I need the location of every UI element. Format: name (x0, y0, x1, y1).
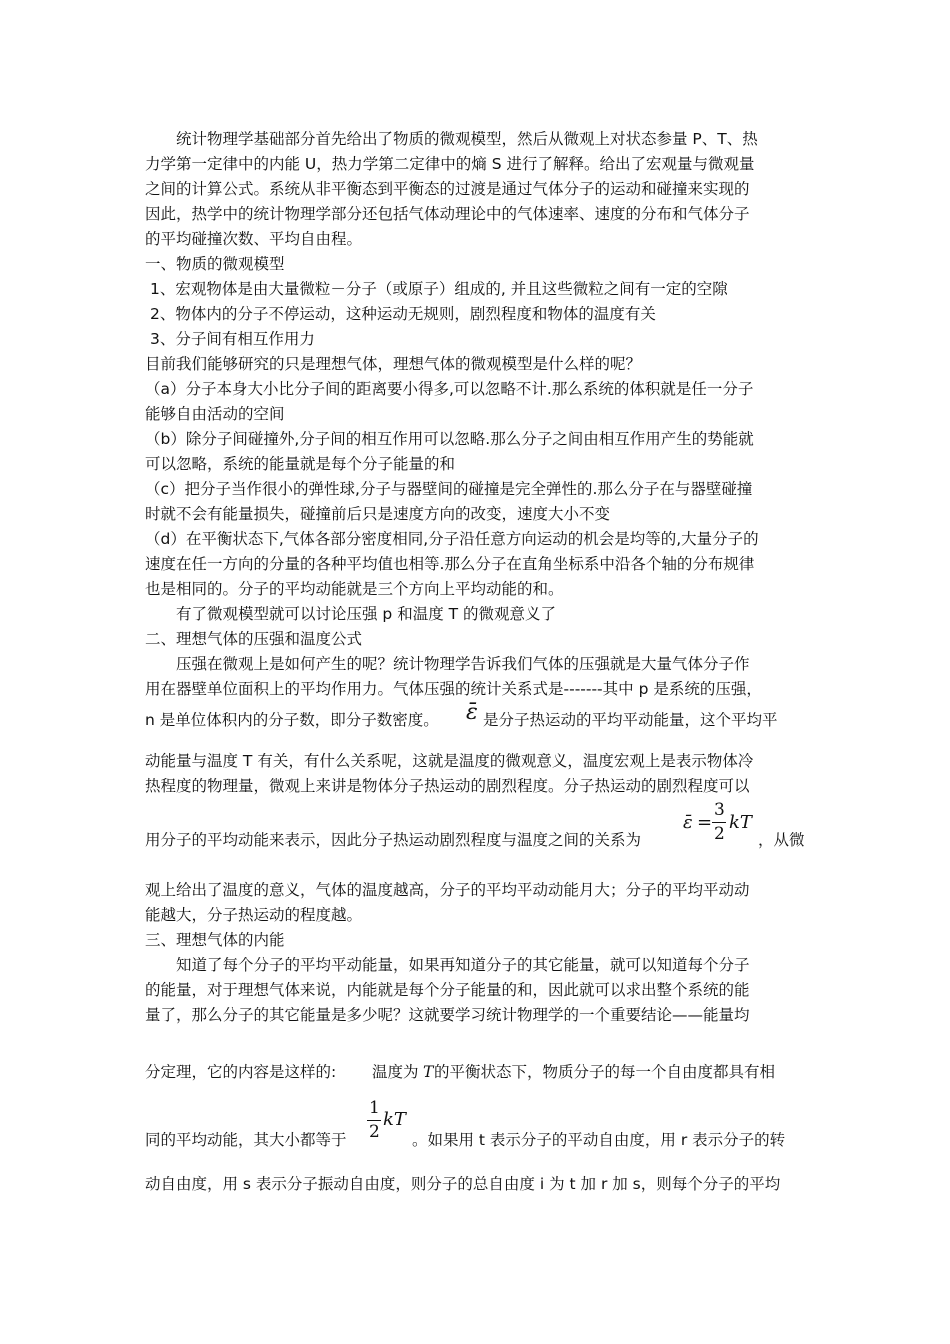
formula-half-kT (366, 1098, 406, 1146)
pressure-line-6b: ，从微 (758, 831, 805, 849)
pressure-line-5: 热程度的物理量，微观上来讲是物体分子热运动的剧烈程度。分子热运动的剧烈程度可以 (145, 777, 750, 795)
energy-line-3: 量了，那么分子的其它能量是多少呢？这就要学习统计物理学的一个重要结论——能量均 (145, 1006, 750, 1024)
epsilon-symbol: ε̄ (466, 700, 478, 725)
energy-line-6: 动自由度，用 s 表示分子振动自由度，则分子的总自由度 i 为 t 加 r 加 s，则每个分子的平均 (145, 1175, 781, 1193)
item-b-line-1: （b）除分子间碰撞外,分子间的相互作用可以忽略.那么分子之间由相互作用产生的势能就 (145, 430, 754, 448)
pressure-line-4: 动能量与温度 T 有关，有什么关系呢，这就是温度的微观意义，温度宏观上是表示物体冷 (145, 752, 754, 770)
pressure-line-6a: 用分子的平均动能来表示，因此分子热运动剧烈程度与温度之间的关系为 (145, 831, 642, 849)
list-item-3: 3、分子间有相互作用力 (150, 330, 315, 348)
item-a-line-2: 能够自由活动的空间 (145, 405, 285, 423)
energy-line-5a: 同的平均动能，其大小都等于 (145, 1131, 347, 1149)
formula1-kT: kT (729, 812, 752, 833)
formula1-lhs: ε̄ (683, 812, 693, 833)
item-c-line-2: 时就不会有能量损失，碰撞前后只是速度方向的改变，速度大小不变 (145, 505, 611, 523)
pressure-line-1: 压强在微观上是如何产生的呢？统计物理学告诉我们气体的压强就是大量气体分子作 (176, 655, 750, 673)
heading-section-1: 一、物质的微观模型 (145, 255, 285, 273)
energy-line-4a: 分定理，它的内容是这样的: (145, 1063, 337, 1081)
formula2-numerator: 1 (369, 1098, 380, 1118)
para-intro-line-5: 的平均碰撞次数、平均自由程。 (145, 230, 363, 248)
item-b-line-2: 可以忽略，系统的能量就是每个分子能量的和 (145, 455, 456, 473)
para-intro-line-1: 统计物理学基础部分首先给出了物质的微观模型，然后从微观上对状态参量 P、T、热 (176, 130, 758, 148)
formula2-kT: kT (383, 1109, 406, 1130)
pressure-line-3b: 是分子热运动的平均平动能量，这个平均平 (483, 711, 778, 729)
energy-line-4c: 的平衡状态下，物质分子的每一个自由度都具有相 (434, 1063, 776, 1081)
item-a-line-1: （a）分子本身大小比分子间的距离要小得多,可以忽略不计.那么系统的体积就是任一分子 (145, 380, 754, 398)
item-d-line-1: （d）在平衡状态下,气体各部分密度相同,分子沿任意方向运动的机会是均等的,大量分子的 (145, 530, 759, 548)
pressure-line-8: 能越大，分子热运动的程度越。 (145, 906, 363, 924)
formula1-equals: = (697, 812, 713, 833)
heading-section-2: 二、理想气体的压强和温度公式 (145, 630, 363, 648)
formula-energy-temperature (683, 800, 753, 848)
item-d-line-3: 也是相同的。分子的平均动能就是三个方向上平均动能的和。 (145, 580, 564, 598)
formula2-denominator: 2 (369, 1122, 380, 1142)
para-intro-line-3: 之间的计算公式。系统从非平衡态到平衡态的过渡是通过气体分子的运动和碰撞来实现的 (145, 180, 750, 198)
list-item-1: 1、宏观物体是由大量微粒－分子（或原子）组成的, 并且这些微粒之间有一定的空隙 (150, 280, 728, 298)
pressure-line-3a: n 是单位体积内的分子数，即分子数密度。 (145, 711, 439, 729)
energy-line-5b: 。如果用 t 表示分子的平动自由度，用 r 表示分子的转 (412, 1131, 786, 1149)
transition-line: 有了微观模型就可以讨论压强 p 和温度 T 的微观意义了 (176, 605, 557, 623)
energy-line-4b: 温度为 (372, 1063, 419, 1081)
item-c-line-1: （c）把分子当作很小的弹性球,分子与器壁间的碰撞是完全弹性的.那么分子在与器壁碰撞 (145, 480, 753, 498)
para-intro-line-4: 因此，热学中的统计物理学部分还包括气体动理论中的气体速率、速度的分布和气体分子 (145, 205, 750, 223)
item-d-line-2: 速度在任一方向的分量的各种平均值也相等.那么分子在直角坐标系中沿各个轴的分布规律 (145, 555, 755, 573)
list-item-2: 2、物体内的分子不停运动，这种运动无规则，剧烈程度和物体的温度有关 (150, 305, 656, 323)
energy-line-4-T: T (423, 1063, 434, 1081)
energy-line-1: 知道了每个分子的平均平动能量，如果再知道分子的其它能量，就可以知道每个分子 (176, 956, 750, 974)
pressure-line-7: 观上给出了温度的意义，气体的温度越高，分子的平均平动动能月大；分子的平均平动动 (145, 881, 750, 899)
formula1-numerator: 3 (714, 800, 725, 820)
formula1-denominator: 2 (714, 824, 725, 844)
energy-line-2: 的能量，对于理想气体来说，内能就是每个分子能量的和，因此就可以求出整个系统的能 (145, 981, 750, 999)
formula1-fraction-bar (712, 822, 726, 823)
formula2-fraction-bar (367, 1120, 381, 1121)
para-intro-line-2: 力学第一定律中的内能 U，热力学第二定律中的熵 S 进行了解释。给出了宏观量与微观量 (145, 155, 755, 173)
question-line: 目前我们能够研究的只是理想气体，理想气体的微观模型是什么样的呢？ (145, 355, 642, 373)
heading-section-3: 三、理想气体的内能 (145, 931, 285, 949)
pressure-line-2: 用在器壁单位面积上的平均作用力。气体压强的统计关系式是-------其中 p 是系统的压强， (145, 680, 762, 698)
